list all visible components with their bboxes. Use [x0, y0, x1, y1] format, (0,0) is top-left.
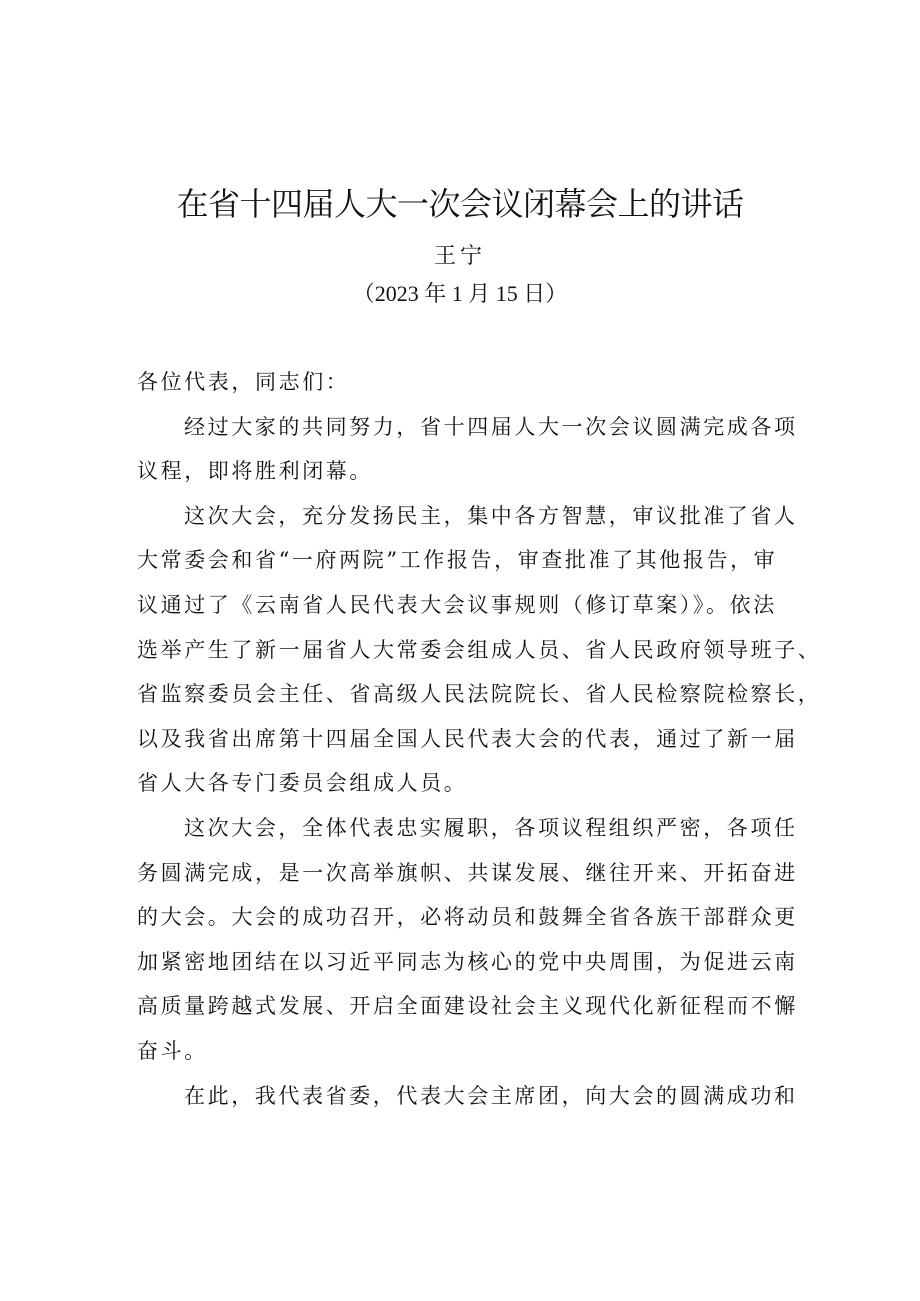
body-line: 大常委会和省“一府两院”工作报告，审查批准了其他报告，审 — [137, 548, 778, 573]
document-date: （2023 年 1 月 15 日） — [352, 281, 568, 306]
body-line: 议程，即将胜利闭幕。 — [137, 459, 373, 484]
document-title: 在省十四届人大一次会议闭幕会上的讲话 — [176, 185, 744, 223]
body-line: 这次大会，充分发扬民主，集中各方智慧，审议批准了省人 — [184, 503, 798, 528]
body-line: 奋斗。 — [137, 1038, 208, 1063]
body-line: 这次大会，全体代表忠实履职，各项议程组织严密，各项任 — [184, 815, 798, 840]
body-line: 选举产生了新一届省人大常委会组成人员、省人民政府领导班子、 — [137, 637, 822, 662]
body-line: 以及我省出席第十四届全国人民代表大会的代表，通过了新一届 — [137, 726, 798, 751]
body-line: 务圆满完成，是一次高举旗帜、共谋发展、继往开来、开拓奋进 — [137, 860, 798, 885]
body-line: 议通过了《云南省人民代表大会议事规则（修订草案）》。依法 — [137, 592, 777, 617]
body-line: 在此，我代表省委，代表大会主席团，向大会的圆满成功和 — [184, 1083, 798, 1108]
document-author: 王宁 — [433, 244, 486, 269]
body-line: 经过大家的共同努力，省十四届人大一次会议圆满完成各项 — [184, 414, 798, 439]
body-line: 省监察委员会主任、省高级人民法院院长、省人民检察院检察长， — [137, 682, 822, 707]
body-line: 的大会。大会的成功召开，必将动员和鼓舞全省各族干部群众更 — [137, 905, 798, 930]
body-line: 加紧密地团结在以习近平同志为核心的党中央周围，为促进云南 — [137, 949, 798, 974]
body-line: 省人大各专门委员会组成人员。 — [137, 771, 468, 796]
body-line: 各位代表，同志们： — [137, 370, 350, 394]
document-body — [137, 360, 822, 1118]
body-line: 高质量跨越式发展、开启全面建设社会主义现代化新征程而不懈 — [137, 994, 798, 1019]
